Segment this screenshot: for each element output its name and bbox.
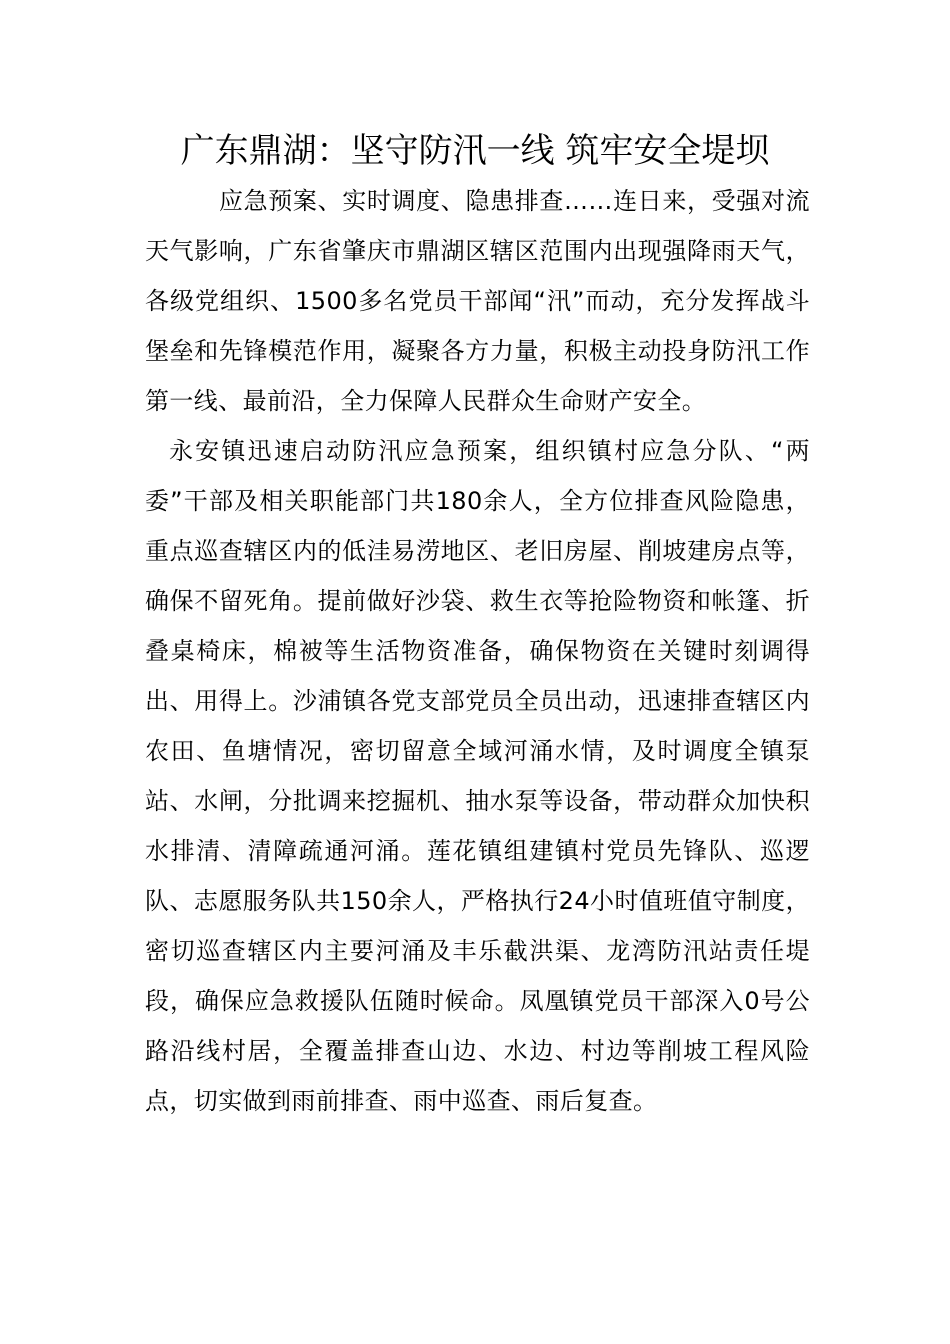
document-title: 广东鼎湖：坚守防汛一线 筑牢安全堤坝: [180, 131, 770, 171]
paragraph-intro: 应急预案、实时调度、隐患排查……连日来，受强对流天气影响，广东省肇庆市鼎湖区辖区范围内出现强降雨天气，各级党组织、1500多名党员干部闻“汛”而动，充分发挥战斗堡垒和先锋模范作用，凝聚各方力量，积极主动投身防汛工作第一线、最前沿，全力保障人民群众生命财产安全。: [145, 187, 810, 415]
paragraph-town-actions: 永安镇迅速启动防汛应急预案，组织镇村应急分队、“两委”干部及相关职能部门共180余人，全方位排查风险隐患，重点巡查辖区内的低洼易涝地区、老旧房屋、削坡建房点等，确保不留死角。提前做好沙袋、救生衣等抢险物资和帐篷、折叠桌椅床，棉被等生活物资准备，确保物资在关键时刻调得出、用得上。沙浦镇各党支部党员全员出动，迅速排查辖区内农田、鱼塘情况，密切留意全域河涌水情，及时调度全镇泵站、水闸，分批调来挖掘机、抽水泵等设备，带动群众加快积水排清、清障疏通河涌。莲花镇组建镇村党员先锋队、巡逻队、志愿服务队共150余人，严格执行24小时值班值守制度，密切巡查辖区内主要河涌及丰乐截洪渠、龙湾防汛站责任堤段，确保应急救援队伍随时候命。凤凰镇党员干部深入0号公路沿线村居，全覆盖排查山边、水边、村边等削坡工程风险点，切实做到雨前排查、雨中巡查、雨后复查。: [145, 437, 810, 1115]
document-body: [145, 176, 810, 1126]
